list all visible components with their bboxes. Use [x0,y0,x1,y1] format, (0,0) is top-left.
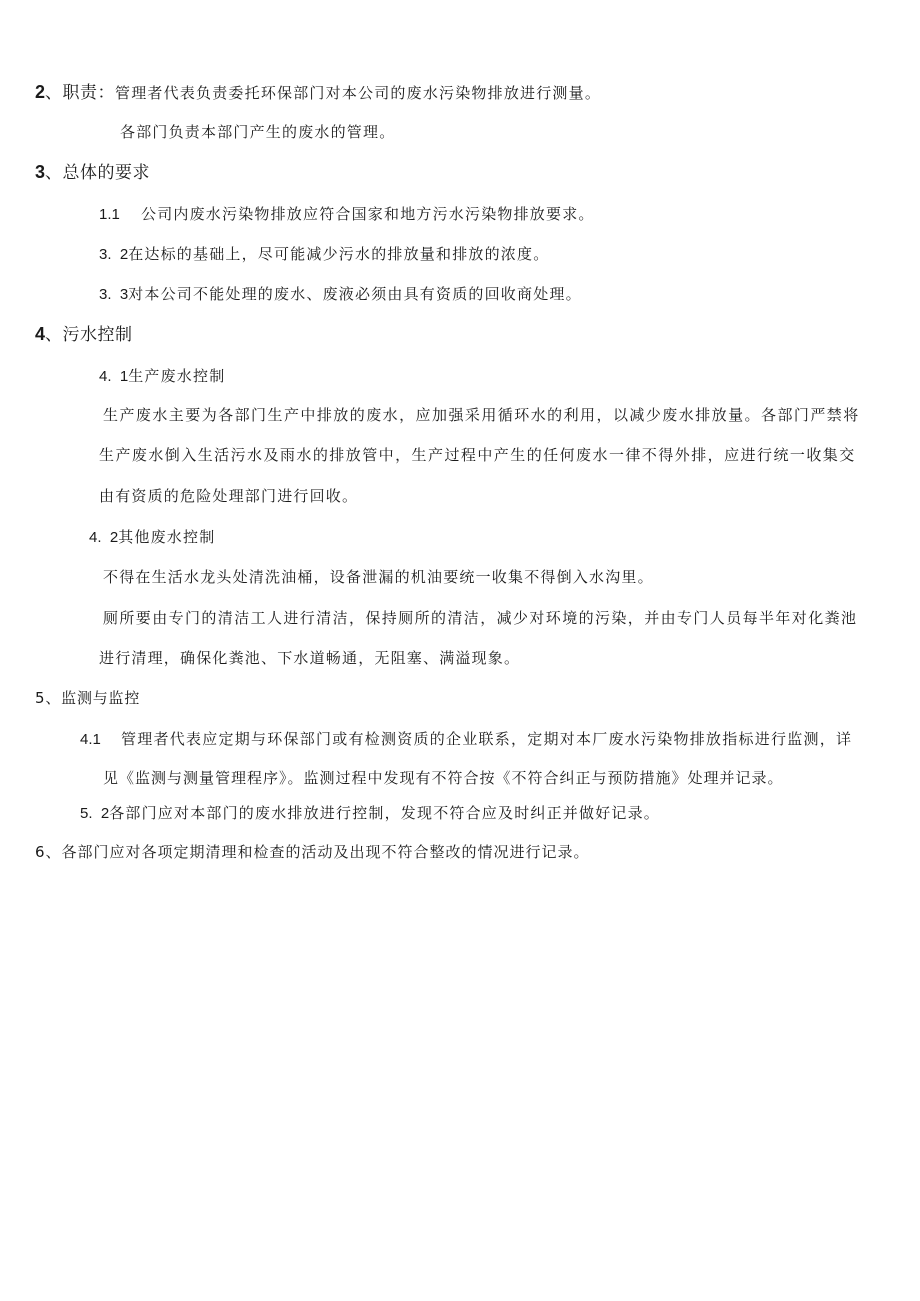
paragraph-line: 进行清理，确保化粪池、下水道畅通，无阻塞、满溢现象。 [99,649,521,667]
paragraph-line: 见《监测与测量管理程序》。监测过程中发现有不符合按《不符合纠正与预防措施》处理并记录。 [103,769,784,787]
subsection-number: 4. 2 [89,529,119,546]
subsection-number: 4. 1 [99,368,129,385]
section-2-number: 2 [35,82,46,102]
subsection-title: 其他废水控制 [118,528,216,546]
item-text: 公司内废水污染物排放应符合国家和地方污水污染物排放要求。 [141,205,595,223]
item-text: 各部门应对本部门的废水排放进行控制，发现不符合应及时纠正并做好记录。 [109,804,660,822]
paragraph-line: 厕所要由专门的清洁工人进行清洁，保持厕所的清洁，减少对环境的污染，并由专门人员每半年对化粪池 [103,609,858,627]
item-number: 1.1 [99,206,120,223]
section-3-title: 、总体的要求 [45,163,151,183]
item-text: 管理者代表应定期与环保部门或有检测资质的企业联系，定期对本厂废水污染物排放指标进行监测，详 [121,730,853,748]
section-2-text-2: 各部门负责本部门产生的废水的管理。 [120,123,396,141]
section-4-title: 、污水控制 [45,325,133,345]
section-5-item-1 [80,729,852,750]
section-2-heading [35,82,601,103]
item-number: 4.1 [80,731,101,748]
section-3-heading [35,162,150,183]
item-number: 5. 2 [80,805,110,822]
section-4-heading [35,324,133,345]
subsection-4-1-heading [99,366,225,387]
section-3-item-1 [99,204,595,225]
paragraph-line: 由有资质的危险处理部门进行回收。 [99,487,359,505]
section-2-text: 管理者代表负责委托环保部门对本公司的废水污染物排放进行测量。 [115,84,602,102]
item-number: 3. 3 [99,286,129,303]
section-4-number: 4 [35,324,46,344]
section-6-text: 6、各部门应对各项定期清理和检查的活动及出现不符合整改的情况进行记录。 [35,843,590,861]
item-number: 3. 2 [99,246,129,263]
section-5-heading: 5、监测与监控 [35,689,141,707]
section-3-number: 3 [35,162,46,182]
section-2-title: 、职责： [45,83,116,103]
paragraph-line: 生产废水倒入生活污水及雨水的排放管中，生产过程中产生的任何废水一律不得外排，应进行统一收集交 [99,446,856,464]
paragraph-line: 不得在生活水龙头处清洗油桶，设备泄漏的机油要统一收集不得倒入水沟里。 [103,568,654,586]
subsection-title: 生产废水控制 [128,367,226,385]
paragraph-line: 生产废水主要为各部门生产中排放的废水，应加强采用循环水的利用，以减少废水排放量。各部门严禁将 [103,406,860,424]
section-3-item-2 [99,244,549,265]
subsection-4-2-heading [89,527,215,548]
section-5-item-2 [80,803,660,824]
section-3-item-3 [99,284,582,305]
item-text: 在达标的基础上，尽可能减少污水的排放量和排放的浓度。 [128,245,550,263]
item-text: 对本公司不能处理的废水、废液必须由具有资质的回收商处理。 [128,285,582,303]
